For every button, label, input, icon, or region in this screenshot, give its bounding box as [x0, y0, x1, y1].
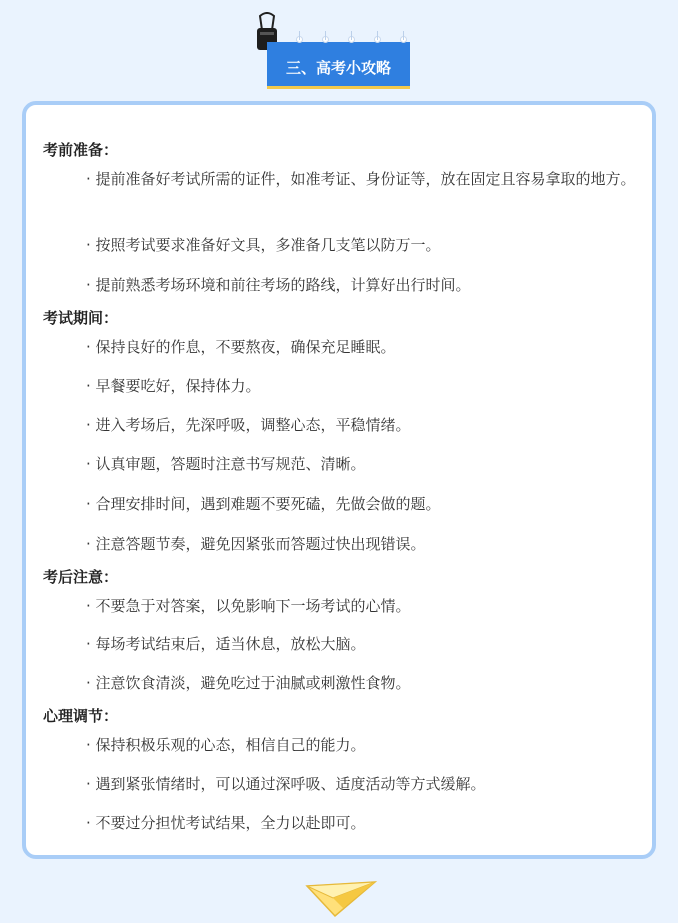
list-item: · 早餐要吃好，保持体力。 [86, 377, 261, 395]
binder-ring-icon [400, 36, 407, 48]
list-item: · 合理安排时间，遇到难题不要死磕，先做会做的题。 [86, 495, 441, 513]
paper-plane-icon [305, 876, 377, 920]
section-title: 考前准备： [43, 141, 119, 159]
list-item: · 提前熟悉考场环境和前往考场的路线，计算好出行时间。 [86, 276, 471, 294]
section-title: 考后注意： [43, 568, 119, 586]
list-item: · 不要急于对答案，以免影响下一场考试的心情。 [86, 597, 411, 615]
list-item: · 保持良好的作息，不要熬夜，确保充足睡眠。 [86, 338, 396, 356]
card-content [26, 105, 652, 855]
binder-ring-icon [374, 36, 381, 48]
list-item: · 保持积极乐观的心态，相信自己的能力。 [86, 736, 366, 754]
page-title: 三、高考小攻略 [285, 58, 391, 77]
content-card [22, 101, 656, 859]
list-item: · 按照考试要求准备好文具，多准备几支笔以防万一。 [86, 236, 441, 254]
list-item: · 注意答题节奏，避免因紧张而答题过快出现错误。 [86, 535, 426, 553]
list-item: · 提前准备好考试所需的证件，如准考证、身份证等，放在固定且容易拿取的地方。 [86, 170, 636, 188]
section-title: 心理调节： [43, 707, 119, 725]
binder-ring-icon [322, 36, 329, 48]
list-item: · 进入考场后，先深呼吸，调整心态，平稳情绪。 [86, 416, 411, 434]
list-item: · 每场考试结束后，适当休息，放松大脑。 [86, 635, 366, 653]
section-header-tab [267, 42, 410, 86]
list-item: · 认真审题，答题时注意书写规范、清晰。 [86, 455, 366, 473]
section-title: 考试期间： [43, 309, 119, 327]
binder-ring-icon [296, 36, 303, 48]
list-item: · 不要过分担忧考试结果，全力以赴即可。 [86, 814, 366, 832]
binder-ring-icon [348, 36, 355, 48]
list-item: · 注意饮食清淡，避免吃过于油腻或刺激性食物。 [86, 674, 411, 692]
list-item: · 遇到紧张情绪时，可以通过深呼吸、适度活动等方式缓解。 [86, 775, 486, 793]
